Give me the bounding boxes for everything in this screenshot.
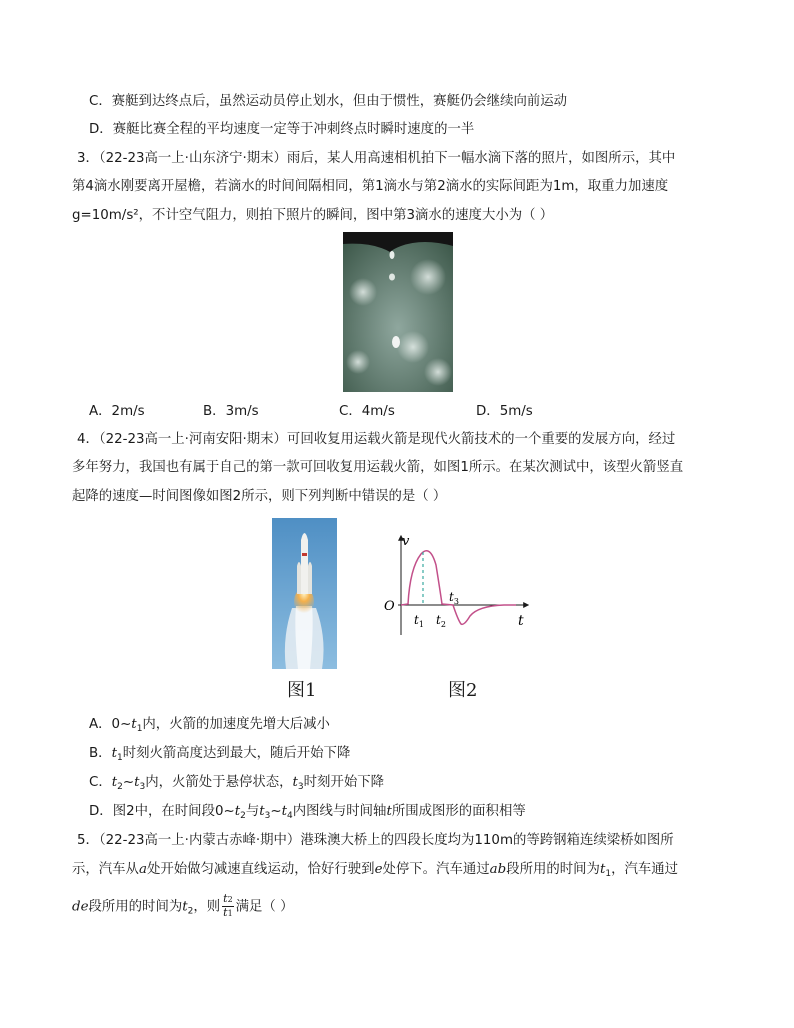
figure1-caption: 图1 <box>287 680 317 701</box>
figure2-caption: 图2 <box>448 680 478 701</box>
q3-option-b: B．3m/s <box>203 404 259 419</box>
water-drop-photo <box>343 232 453 392</box>
q3-text-line2: 第4滴水刚要离开屋檐，若滴水的时间间隔相同，第1滴水与第2滴水的实际间距为1m，取重力加速度 <box>72 179 669 194</box>
q5-text-line3: de段所用的时间为$t_2$，则 $\frac{t2}{t1}$ 满足（ ） <box>72 892 294 919</box>
q4-text-line3: 起降的速度—时间图像如图2所示，则下列判断中错误的是（ ） <box>72 489 447 504</box>
rocket-photo <box>272 518 337 669</box>
t3-label: $t_3$ <box>449 590 459 606</box>
q4-option-d: D．图2中，在时间段$0\sim t_2$与$t_3\sim t_4$内图线与时间轴t所围成图形的面积相等 <box>89 804 526 821</box>
q3-option-d: D．5m/s <box>476 404 533 419</box>
option-d-q2: D．赛艇比赛全程的平均速度一定等于冲刺终点时瞬时速度的一半 <box>89 122 475 137</box>
velocity-time-graph <box>378 530 538 645</box>
q5-text-line1: 5．（22-23高一上·内蒙古赤峰·期中）港珠澳大桥上的四段长度均为110m的等跨钢箱连续梁桥如图所 <box>77 833 674 848</box>
q4-text-line1: 4．（22-23高一上·河南安阳·期末）可回收复用运载火箭是现代火箭技术的一个重要的发展方向，经过 <box>77 432 676 447</box>
q3-option-c: C．4m/s <box>339 404 395 419</box>
q3-option-a: A．2m/s <box>89 404 145 419</box>
t2-label: $t_2$ <box>436 613 446 629</box>
q3-text-line1: 3．（22-23高一上·山东济宁·期末）雨后，某人用高速相机拍下一幅水滴下落的照片，如图所示，其中 <box>77 151 676 166</box>
option-c-q2: C．赛艇到达终点后，虽然运动员停止划水，但由于惯性，赛艇仍会继续向前运动 <box>89 94 568 109</box>
q4-option-b: B．$t_1$时刻火箭高度达到最大，随后开始下降 <box>89 746 351 763</box>
t2-over-t1-fraction: $\frac{t2}{t1}$ <box>223 892 233 919</box>
v-axis-label: v <box>402 534 410 549</box>
q3-text-line3: g=10m/s²，不计空气阻力，则拍下照片的瞬间，图中第3滴水的速度大小为（ ） <box>72 208 554 223</box>
q4-text-line2: 多年努力，我国也有属于自己的第一款可回收复用运载火箭，如图1所示。在某次测试中，该型火箭竖直 <box>72 460 684 475</box>
t1-label: $t_1$ <box>414 613 424 629</box>
origin-label: O <box>384 599 395 614</box>
q4-option-c: C．$t_2\sim t_3$内，火箭处于悬停状态，$t_3$时刻开始下降 <box>89 775 384 792</box>
q4-option-a: A．$0\sim t_1$内，火箭的加速度先增大后减小 <box>89 717 330 734</box>
q5-text-line2: 示，汽车从a处开始做匀减速直线运动，恰好行驶到e处停下。汽车通过ab段所用的时间为$t_1$，汽车通过 <box>72 862 679 879</box>
t-axis-label: t <box>518 613 524 629</box>
